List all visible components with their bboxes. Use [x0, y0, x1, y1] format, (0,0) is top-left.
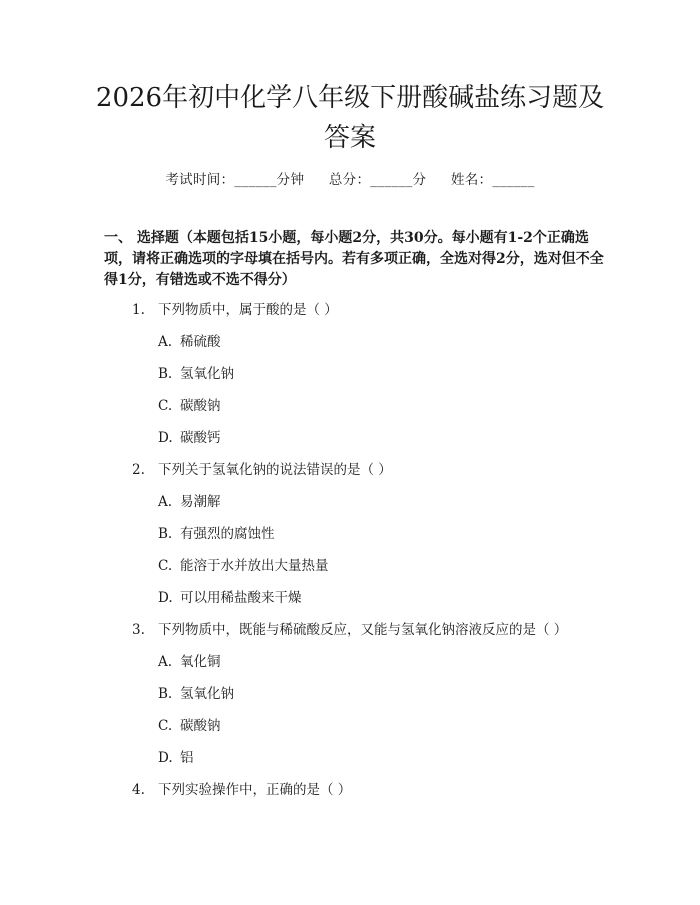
question-2-option-d: [158, 588, 302, 608]
question-2-option-a: [158, 492, 221, 512]
option-letter: A.: [158, 654, 173, 670]
option-text: 氢氧化钠: [180, 366, 234, 382]
question-1-option-a: [158, 332, 221, 352]
option-letter: B.: [158, 686, 173, 702]
section-heading: 一、 选择题（本题包括15小题，每小题2分，共30分。每小题有1-2个正确选项，请将正确选项的字母填在括号内。若有多项正确，全选对得2分，选对但不全得1分，有错选或不选不得分）: [104, 230, 604, 288]
question-1-option-b: [158, 364, 234, 384]
question-text: 下列物质中，属于酸的是（ ）: [158, 302, 338, 318]
option-text: 稀硫酸: [180, 334, 221, 350]
option-text: 易潮解: [180, 494, 221, 510]
exam-meta: [0, 168, 700, 188]
option-text: 能溶于水并放出大量热量: [180, 558, 329, 574]
question-text: 下列实验操作中，正确的是（ ）: [158, 782, 352, 798]
question-3-option-c: [158, 716, 221, 736]
page-title: 2026年初中化学八年级下册酸碱盐练习题及答案: [95, 83, 605, 153]
option-letter: C.: [158, 398, 173, 414]
question-3-option-b: [158, 684, 234, 704]
option-letter: B.: [158, 366, 173, 382]
question-2: [132, 460, 392, 480]
option-letter: A.: [158, 494, 173, 510]
question-1-option-c: [158, 396, 221, 416]
option-letter: D.: [158, 430, 173, 446]
option-text: 氢氧化钠: [180, 686, 234, 702]
question-1-option-d: [158, 428, 221, 448]
question-number: 3.: [132, 622, 145, 638]
question-number: 2.: [132, 462, 145, 478]
option-text: 铝: [180, 750, 194, 766]
question-number: 1.: [132, 302, 145, 318]
question-1: [132, 300, 338, 320]
exam-score-field: 总分：______分: [328, 172, 427, 188]
question-2-option-b: [158, 524, 275, 544]
question-number: 4.: [132, 782, 145, 798]
option-text: 碳酸钙: [180, 430, 221, 446]
question-2-option-c: [158, 556, 329, 576]
option-text: 碳酸钠: [180, 718, 221, 734]
question-3: [132, 620, 567, 640]
option-letter: C.: [158, 558, 173, 574]
option-letter: B.: [158, 526, 173, 542]
option-text: 有强烈的腐蚀性: [180, 526, 275, 542]
exam-name-field: 姓名：______: [450, 172, 535, 188]
option-letter: D.: [158, 590, 173, 606]
option-letter: A.: [158, 334, 173, 350]
option-text: 碳酸钠: [180, 398, 221, 414]
option-text: 可以用稀盐酸来干燥: [180, 590, 302, 606]
question-text: 下列关于氢氧化钠的说法错误的是（ ）: [158, 462, 392, 478]
option-letter: C.: [158, 718, 173, 734]
exam-time-field: 考试时间：______分钟: [165, 172, 305, 188]
question-3-option-a: [158, 652, 221, 672]
option-letter: D.: [158, 750, 173, 766]
option-text: 氧化铜: [180, 654, 221, 670]
question-4: [132, 780, 351, 800]
question-text: 下列物质中，既能与稀硫酸反应，又能与氢氧化钠溶液反应的是（ ）: [158, 622, 568, 638]
question-3-option-d: [158, 748, 194, 768]
